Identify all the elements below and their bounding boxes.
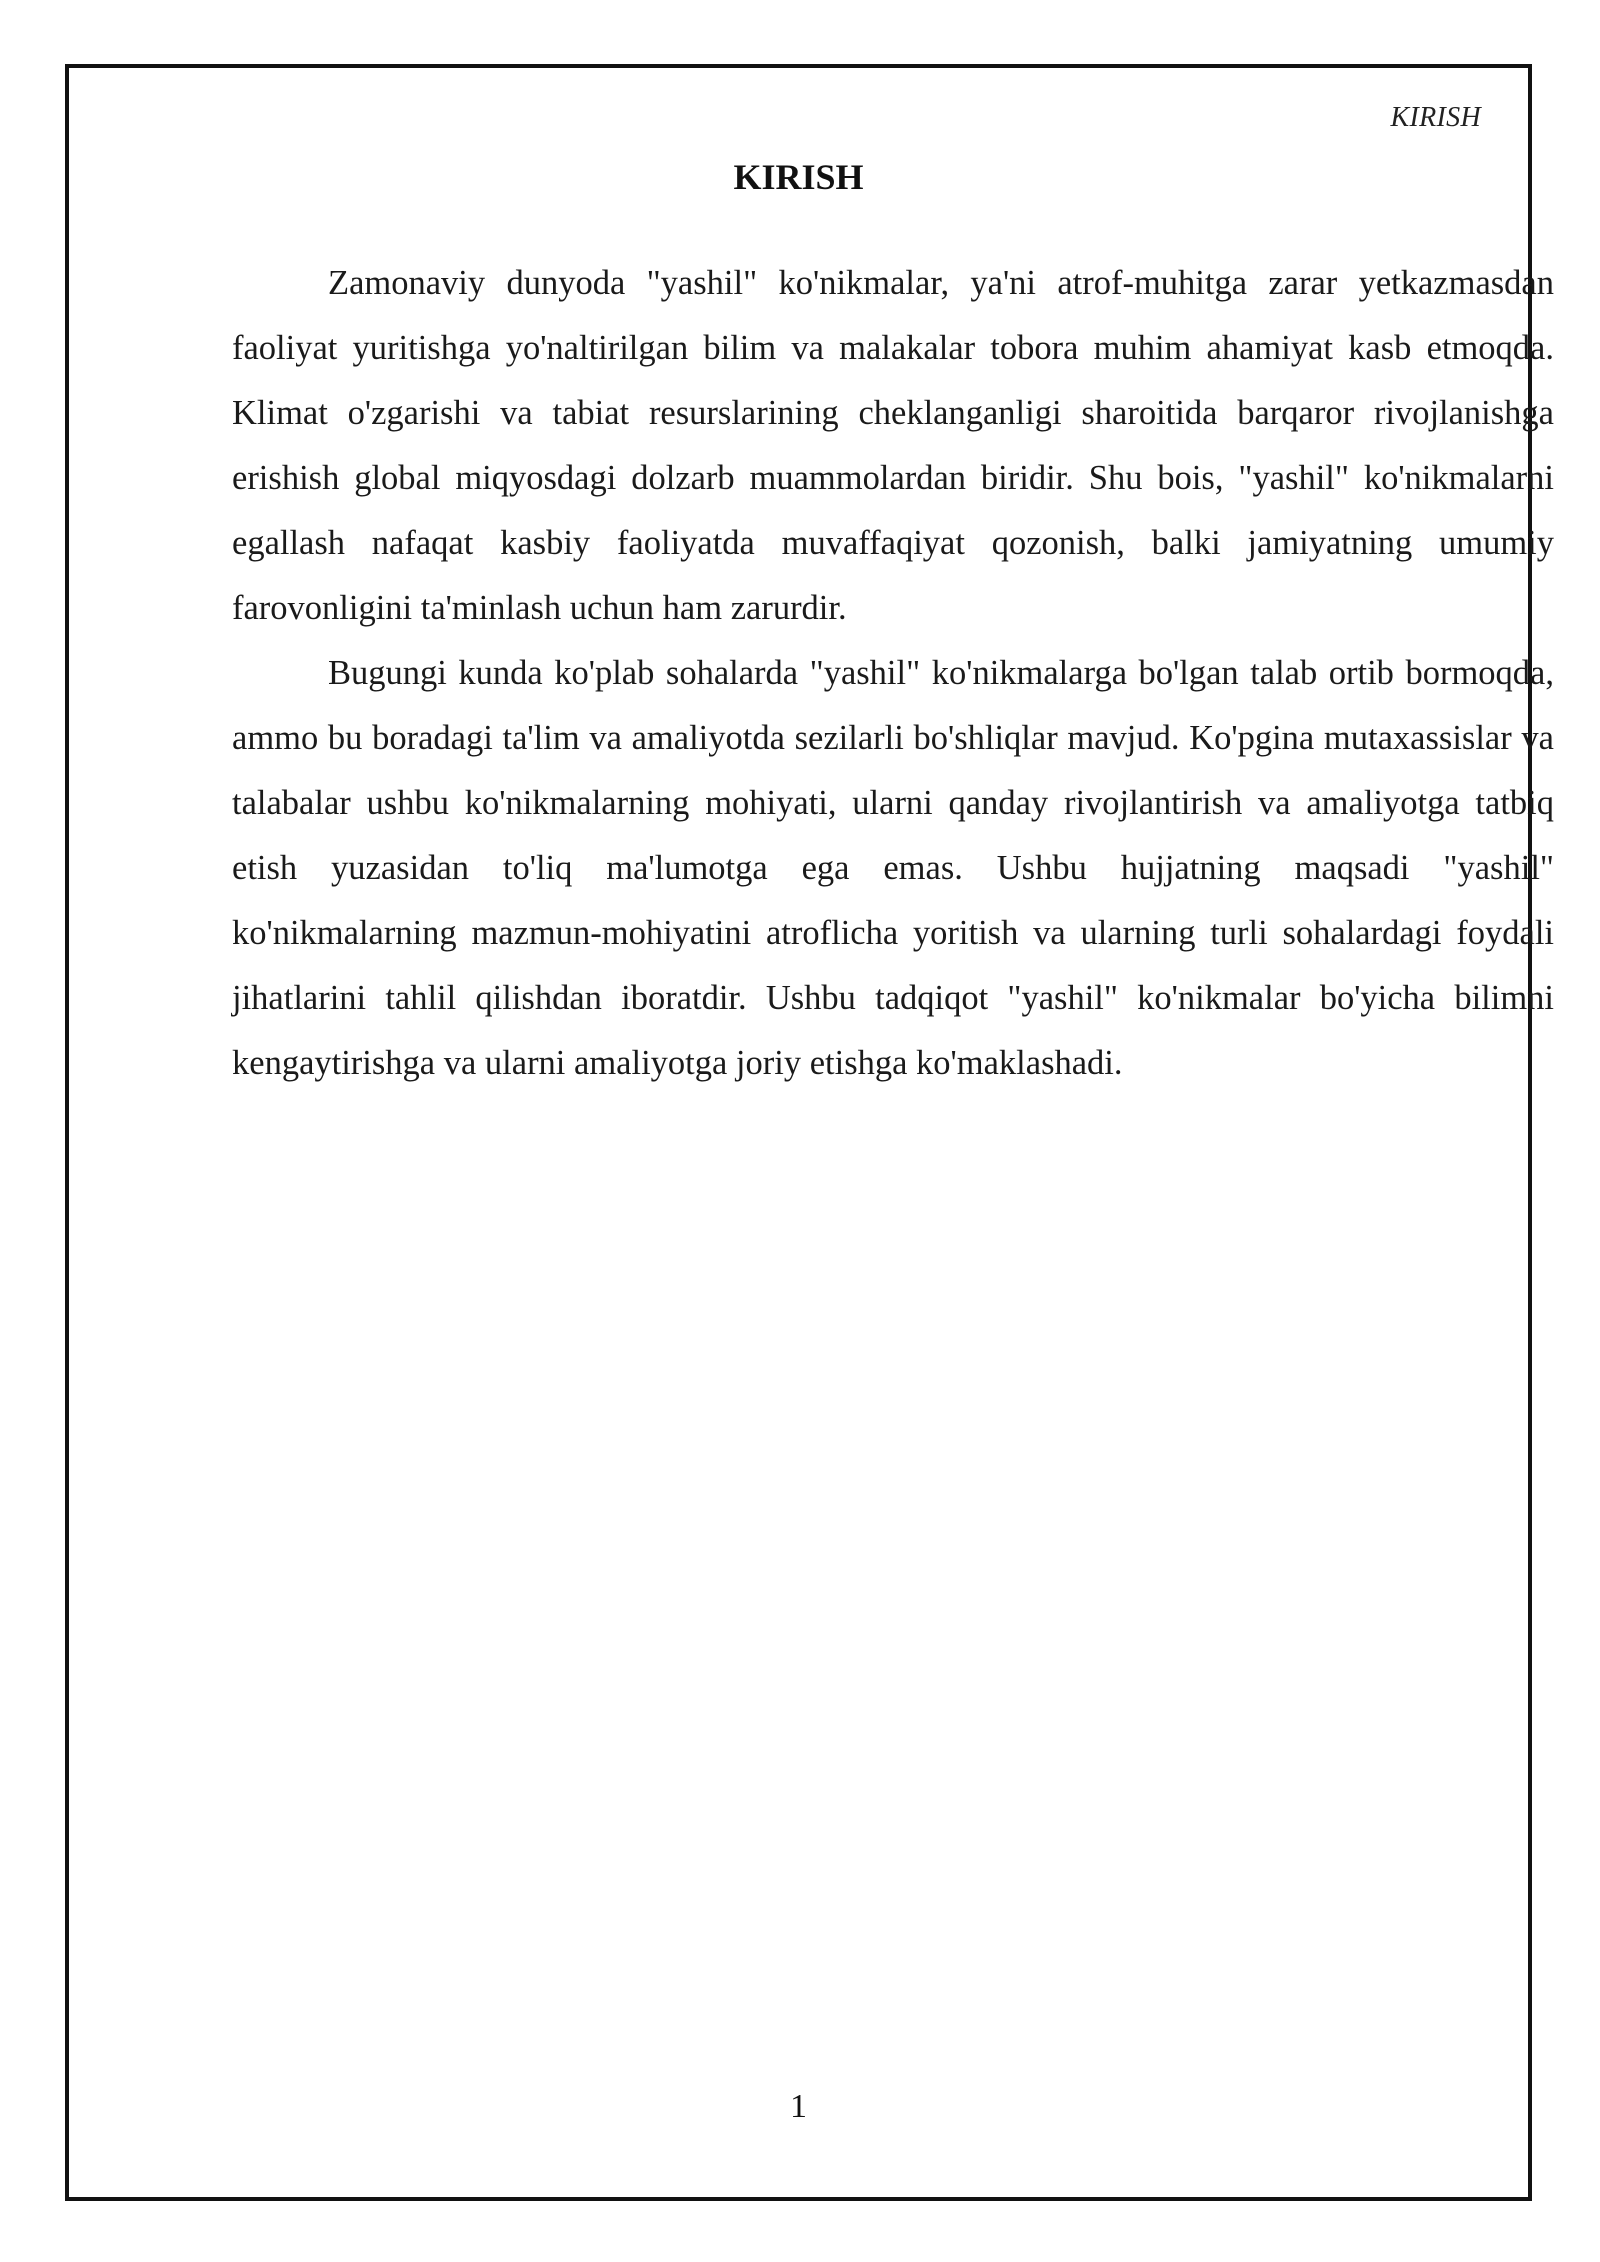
page-title: KIRISH [733, 157, 864, 197]
paragraph-2: Bugungi kunda ko'plab sohalarda "yashil" ko'nikmalarga bo'lgan talab ortib bormoqda, ammo bu boradagi ta'lim va amaliyotda sezilarli bo'shliqlar mavjud. Ko'pgina mutaxassislar va talabalar ushbu ko'nikmalarning mohiyati, ularni qanday rivojlantirish va amaliyotga tatbiq etish yuzasidan to'liq ma'lumotga ega emas. Ushbu hujjatning maqsadi "yashil" ko'nikmalarning mazmun-mohiyatini atroflicha yoritish va ularning turli sohalardagi foydali jihatlarini tahlil qilishdan iboratdir. Ushbu tadqiqot "yashil" ko'nikmalar bo'yicha bilimni kengaytirishga va ularni amaliyotga joriy etishga ko'maklashadi. [232, 654, 1554, 1082]
paragraph-1: Zamonaviy dunyoda "yashil" ko'nikmalar, ya'ni atrof-muhitga zarar yetkazmasdan faoliyat yuritishga yo'naltirilgan bilim va malakalar tobora muhim ahamiyat kasb etmoqda. Klimat o'zgarishi va tabiat resurslarining cheklanganligi sharoitida barqaror rivojlanishga erishish global miqyosdagi dolzarb muammolardan biridir. Shu bois, "yashil" ko'nikmalarni egallash nafaqat kasbiy faoliyatda muvaffaqiyat qozonish, balki jamiyatning umumiy farovonligini ta'minlash uchun ham zarurdir. [232, 264, 1554, 627]
body-text [232, 251, 1554, 1096]
running-header: KIRISH [1390, 102, 1481, 133]
page-number: 1 [790, 2088, 807, 2125]
page-border [65, 64, 1554, 2201]
